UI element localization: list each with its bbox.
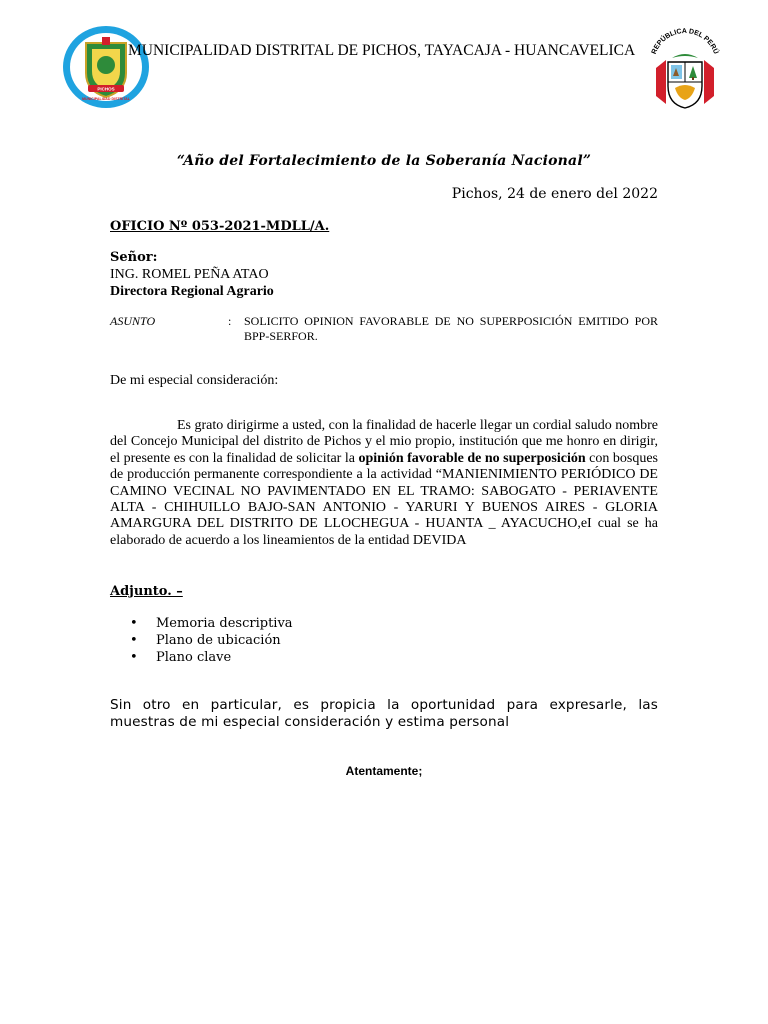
date-line: Pichos, 24 de enero del 2022: [451, 186, 658, 202]
body-text-part2: con bosques de producción permanente correspondiente a la actividad “MANIENIMIENTO PERIÓDICO DE CAMINO VECINAL NO PAVIMENTADO EN EL TRAMO: SABOGATO - PERIAVENTE ALTA - CHIHUILLO BAJO-SAN ANTONIO - YARURI Y BUENOS AIRES - GLORIA AMARGURA DEL DISTRITO DE LLOCHEGUA - HUANTA _ AYACUCHO,eI cual se ha elaborado de acuerdo a los lineamientos de la entidad DEVIDA: [110, 450, 658, 548]
addressee-block: [110, 249, 274, 300]
municipal-logo: [62, 25, 150, 109]
peru-coat-of-arms-logo: [642, 24, 728, 110]
logo-right-caption: REPÚBLICA DEL PERÚ: [650, 27, 720, 56]
bullet-icon: •: [130, 650, 138, 665]
body-bold-phrase: opinión favorable de no superposición: [358, 450, 586, 466]
subject-label: ASUNTO: [110, 314, 156, 328]
attachments-label: Adjunto. –: [110, 584, 183, 599]
oficio-number: OFICIO Nº 053-2021-MDLL/A.: [110, 219, 330, 234]
year-motto: “Año del Fortalecimiento de la Soberanía Nacional”: [176, 153, 592, 169]
list-item: [130, 632, 293, 649]
closing-paragraph: Sin otro en particular, es propicia la oportunidad para expresarle, las muestras de mi especial consideración y estima personal: [110, 697, 658, 730]
logo-left-caption: MUNICIPALIDAD DISTRITAL: [82, 97, 130, 101]
attachment-text: Plano clave: [156, 650, 232, 665]
addressee-position: Directora Regional Agrario: [110, 284, 274, 299]
svg-text:REPÚBLICA DEL PERÚ: [651, 28, 721, 55]
addressee-salutation: Señor:: [110, 250, 158, 265]
addressee-name: ING. ROMEL PEÑA ATAO: [110, 267, 269, 282]
header-title: MUNICIPALIDAD DISTRITAL DE PICHOS, TAYACAJA - HUANCAVELICA: [128, 42, 636, 59]
bullet-icon: •: [130, 616, 138, 631]
attachment-text: Memoria descriptiva: [156, 616, 293, 631]
bullet-icon: •: [130, 633, 138, 648]
attachments-list: [130, 615, 293, 666]
body-paragraph: [110, 418, 658, 549]
signoff: Atentamente;: [345, 764, 423, 778]
attachment-text: Plano de ubicación: [156, 633, 281, 648]
list-item: [130, 649, 293, 666]
subject-colon: :: [228, 314, 232, 328]
body-text-part1: Es grato dirigirme a usted, con la finalidad de hacerle llegar un cordial saludo nombre del Concejo Municipal del distrito de Pichos y el mio propio, institución que me honro en dirigir, el presente es con la finalidad de solicitar la: [110, 418, 658, 466]
greeting: De mi especial consideración:: [110, 373, 279, 388]
subject-text: SOLICITO OPINION FAVORABLE DE NO SUPERPOSICIÓN EMITIDO POR BPP-SERFOR.: [244, 314, 658, 343]
list-item: [130, 615, 293, 632]
logo-left-text: PICHOS: [97, 86, 115, 92]
